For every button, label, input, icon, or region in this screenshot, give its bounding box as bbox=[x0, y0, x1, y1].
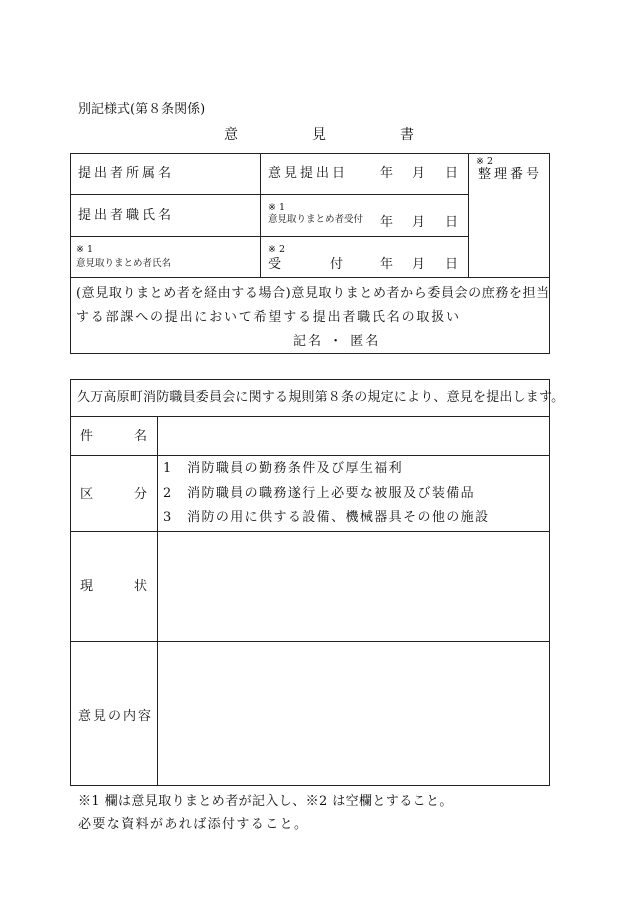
intro-statement: 久万高原町消防職員委員会に関する規則第８条の規定により、意見を提出します。 bbox=[77, 390, 565, 405]
subject-label-2: 名 bbox=[134, 429, 148, 444]
name-label: 提出者職氏名 bbox=[78, 208, 175, 223]
received-note-mark: ※ 1 bbox=[268, 202, 286, 213]
coordinator-note-mark: ※ 1 bbox=[76, 244, 94, 255]
receipt-note-mark: ※ 2 bbox=[268, 244, 286, 255]
date-year: 年 bbox=[380, 215, 394, 230]
submit-date-label: 意見提出日 bbox=[268, 166, 349, 181]
status-label-2: 状 bbox=[134, 579, 148, 594]
divider bbox=[70, 236, 468, 237]
divider bbox=[70, 277, 550, 278]
receipt-label-2: 付 bbox=[330, 257, 344, 272]
affiliation-label: 提出者所属名 bbox=[78, 166, 175, 181]
category-item-2: 2 消防職員の職務遂行上必要な被服及び装備品 bbox=[163, 486, 476, 501]
number-note-mark: ※ 2 bbox=[476, 156, 494, 167]
category-item-3: 3 消防の用に供する設備、機械器具その他の施設 bbox=[163, 510, 490, 525]
coordinator-label: 意見取りまとめ者氏名 bbox=[76, 258, 172, 269]
divider bbox=[70, 194, 468, 195]
footer-note-2: 必要な資料があれば添付すること。 bbox=[78, 817, 309, 832]
footer-note-1: ※1 欄は意見取りまとめ者が記入し、※2 は空欄とすること。 bbox=[78, 794, 453, 809]
category-label-1: 区 bbox=[80, 487, 94, 502]
date-month: 月 bbox=[412, 215, 426, 230]
title-char-3: 書 bbox=[400, 127, 414, 143]
routing-text-line1: (意見取りまとめ者を経由する場合)意見取りまとめ者から委員会の庶務を担当 bbox=[76, 286, 550, 301]
date-day: 日 bbox=[445, 257, 459, 272]
received-label: 意見取りまとめ者受付 bbox=[268, 214, 364, 225]
divider bbox=[157, 416, 158, 786]
title-char-1: 意 bbox=[224, 127, 238, 143]
title-char-2: 見 bbox=[312, 127, 326, 143]
date-day: 日 bbox=[445, 215, 459, 230]
receipt-label-1: 受 bbox=[268, 257, 282, 272]
date-day: 日 bbox=[445, 166, 459, 181]
divider bbox=[260, 153, 261, 277]
category-item-1: 1 消防職員の勤務条件及び厚生福利 bbox=[163, 461, 404, 476]
number-label: 整理番号 bbox=[478, 167, 543, 182]
divider bbox=[70, 641, 550, 642]
divider bbox=[468, 153, 469, 277]
form-label: 別記様式(第８条関係) bbox=[78, 102, 206, 117]
date-year: 年 bbox=[380, 257, 394, 272]
status-label-1: 現 bbox=[80, 579, 94, 594]
category-label-2: 分 bbox=[134, 487, 148, 502]
date-month: 月 bbox=[412, 257, 426, 272]
named-anonymous-option: 記名 ・ 匿名 bbox=[293, 334, 381, 349]
divider bbox=[70, 531, 550, 532]
date-year: 年 bbox=[380, 166, 394, 181]
subject-label-1: 件 bbox=[80, 429, 94, 444]
date-month: 月 bbox=[412, 166, 426, 181]
content-label: 意見の内容 bbox=[78, 709, 154, 724]
divider bbox=[70, 416, 550, 417]
divider bbox=[70, 455, 550, 456]
routing-text-line2: する部課への提出において希望する提出者職氏名の取扱い bbox=[76, 310, 461, 325]
